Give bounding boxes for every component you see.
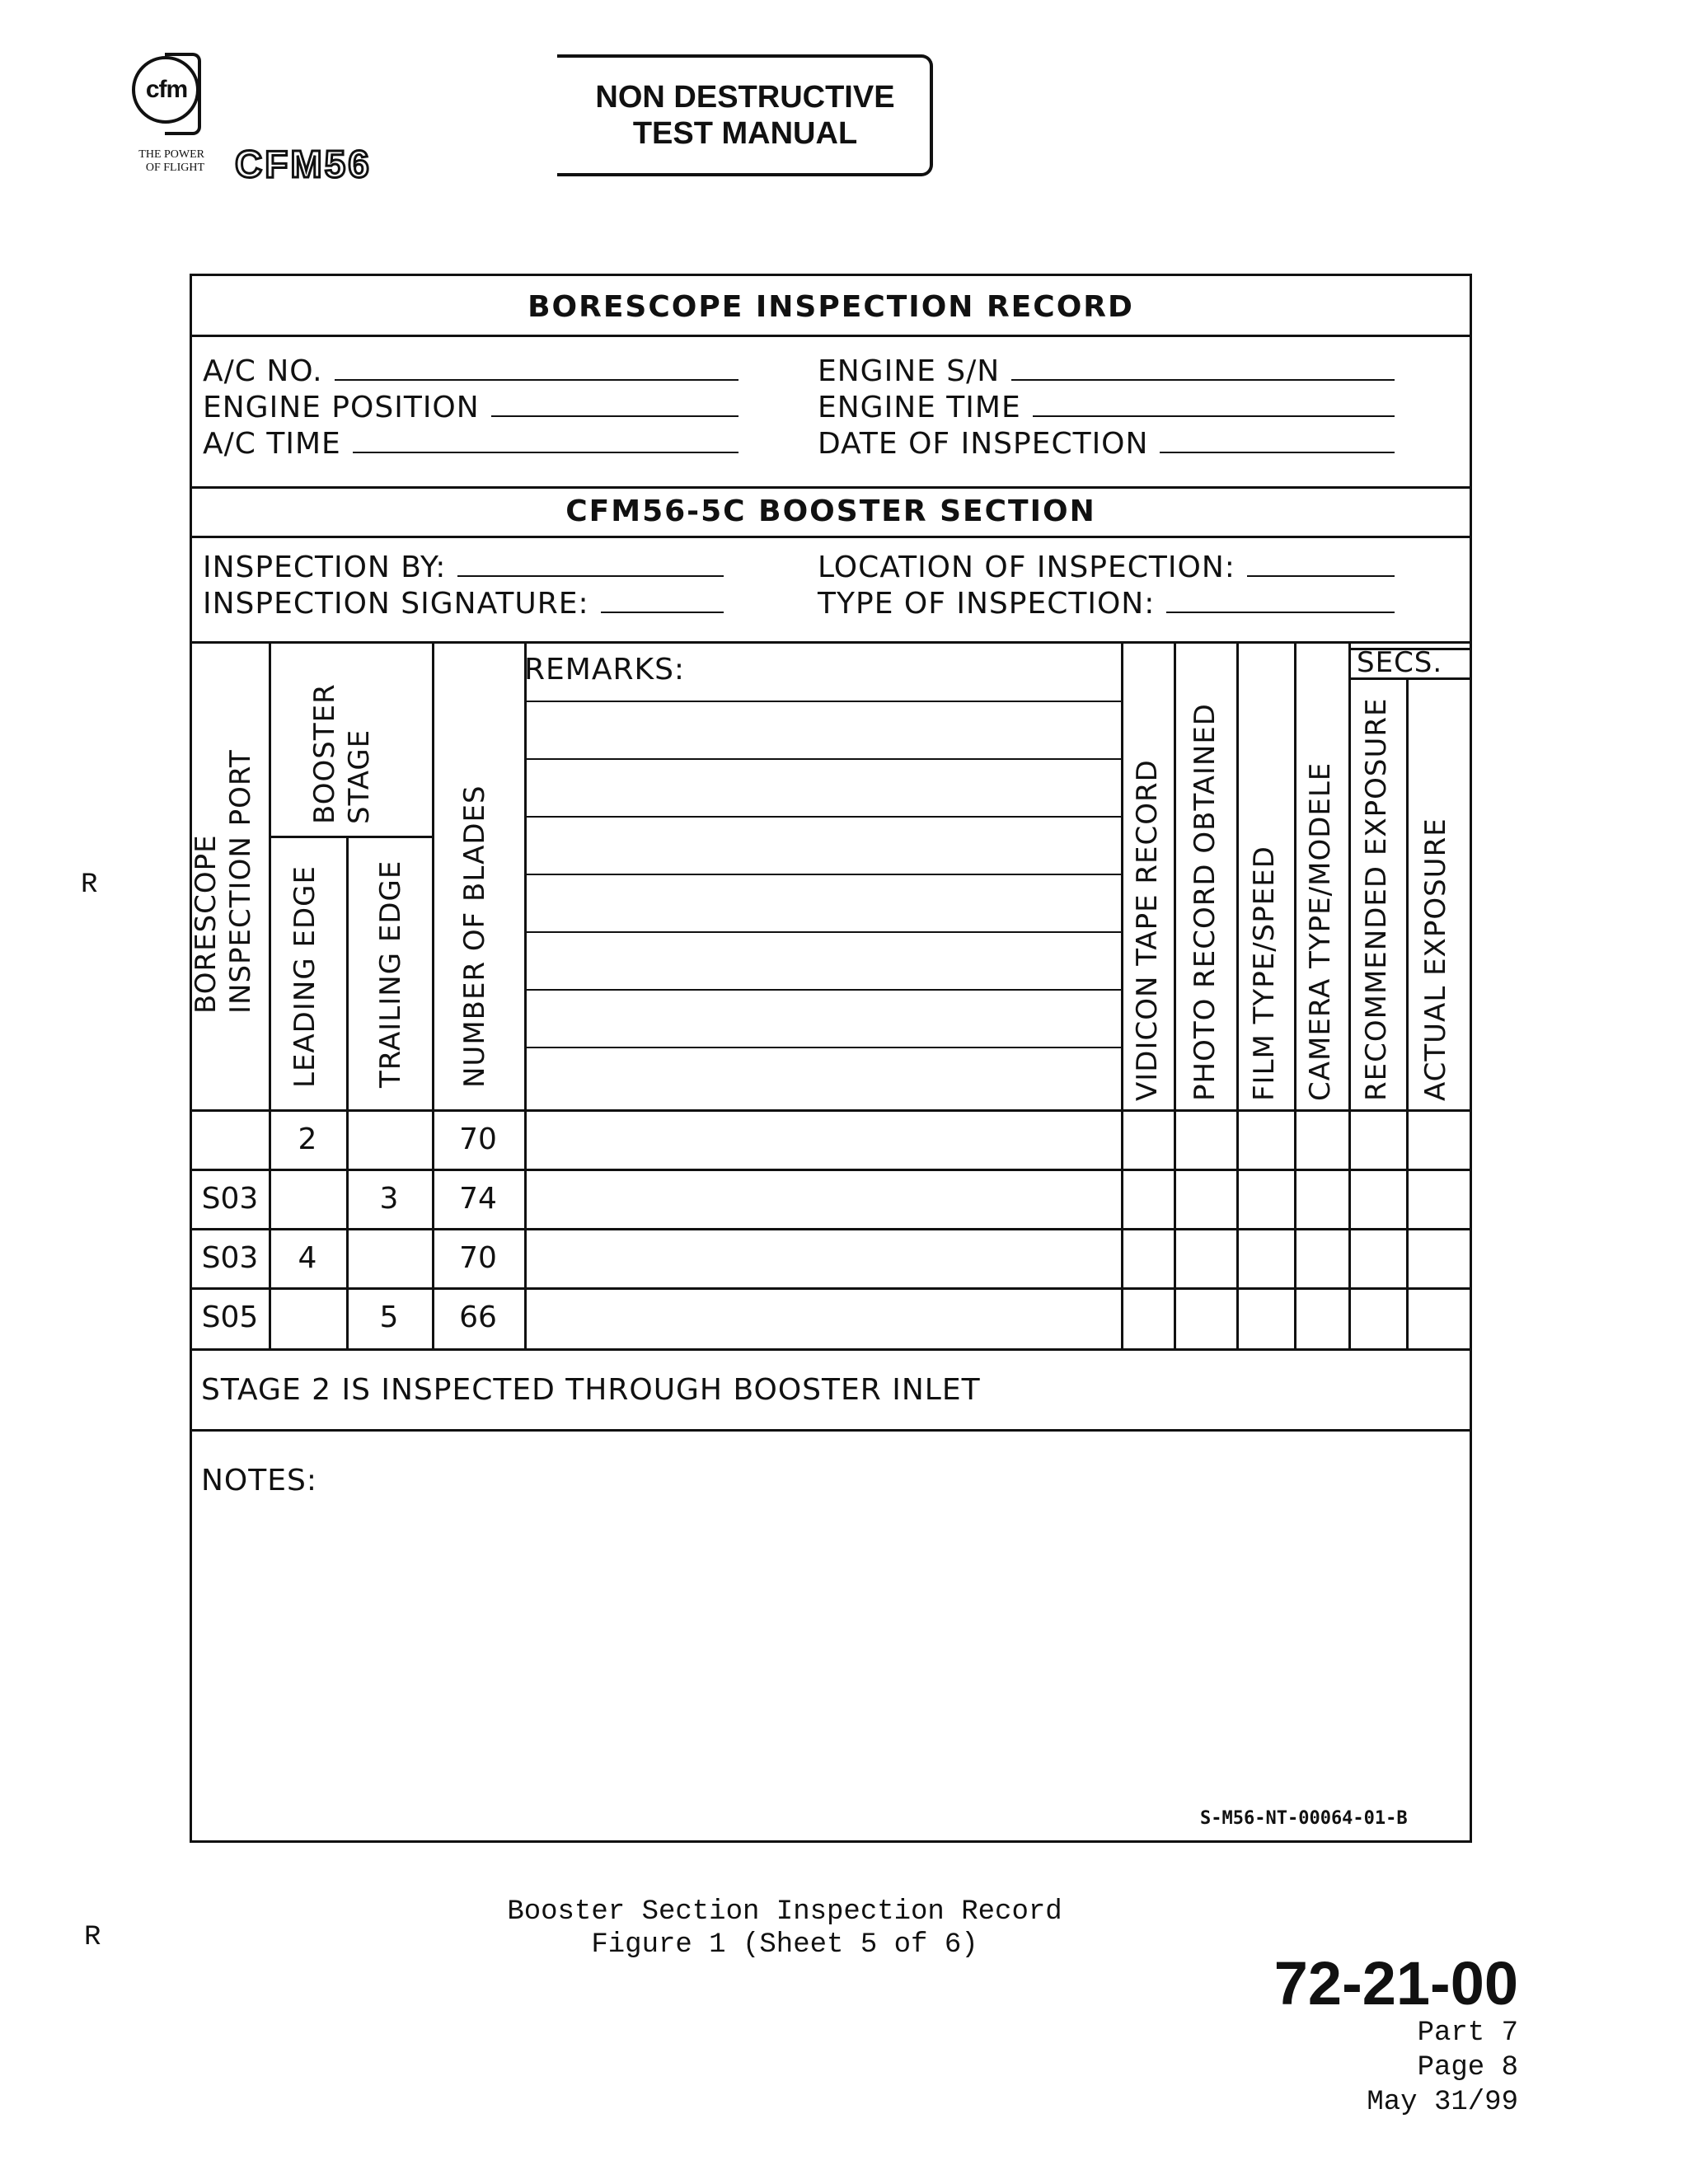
ac-no-entry[interactable] [335, 378, 738, 381]
inspection-by-entry[interactable] [457, 574, 724, 577]
page-info: Part 7 Page 8 May 31/99 [1367, 2018, 1518, 2118]
booster-stage-divider [269, 836, 432, 838]
col-divider [1174, 641, 1176, 1348]
field-type-of-inspection: TYPE OF INSPECTION: [818, 587, 1156, 621]
remarks-line[interactable] [524, 989, 1121, 991]
stage-note: STAGE 2 IS INSPECTED THROUGH BOOSTER INLET [201, 1373, 981, 1407]
col-header-photo: PHOTO RECORD OBTAINED [1189, 703, 1221, 1101]
col-divider [1406, 677, 1409, 1348]
field-date-of-inspection: DATE OF INSPECTION [818, 427, 1149, 461]
general-fields-left [203, 354, 738, 463]
secs-label: SECS. [1357, 646, 1443, 679]
table-bottom [190, 1348, 1472, 1351]
col-header-film: FILM TYPE/SPEED [1248, 846, 1281, 1101]
remarks-line[interactable] [524, 1047, 1121, 1048]
field-ac-no: A/C NO. [203, 354, 323, 388]
col-header-camera: CAMERA TYPE/MODELE [1304, 762, 1337, 1101]
field-location-of-inspection: LOCATION OF INSPECTION: [818, 551, 1236, 584]
type-of-inspection-entry[interactable] [1166, 611, 1395, 613]
manual-title: NON DESTRUCTIVE TEST MANUAL [595, 80, 895, 151]
cell-blades: 70 [459, 1122, 497, 1156]
col-header-port-line2: INSPECTION PORT [224, 749, 257, 1014]
col-divider [1236, 641, 1239, 1348]
general-fields-right [818, 354, 1395, 463]
col-header-booster-line2: STAGE [343, 729, 376, 824]
divider [190, 536, 1472, 538]
cell-port: S03 [201, 1182, 259, 1216]
col-divider [1348, 641, 1351, 1348]
col-header-port-line1: BORESCOPE [190, 834, 223, 1014]
col-header-leading-edge: LEADING EDGE [288, 865, 321, 1088]
ac-time-entry[interactable] [353, 451, 738, 453]
location-of-inspection-entry[interactable] [1247, 574, 1395, 577]
field-engine-position: ENGINE POSITION [203, 391, 480, 424]
col-divider [346, 836, 349, 1348]
col-header-recommended: RECOMMENDED EXPOSURE [1360, 697, 1393, 1101]
notes-label: NOTES: [201, 1464, 317, 1497]
col-header-number-of-blades: NUMBER OF BLADES [458, 785, 491, 1088]
cell-leading: 2 [298, 1122, 317, 1156]
cell-blades: 66 [459, 1301, 497, 1334]
engine-sn-entry[interactable] [1011, 378, 1395, 381]
divider [190, 1429, 1472, 1432]
cell-blades: 70 [459, 1241, 497, 1275]
cfm-logo-tagline: THE POWER OF FLIGHT [138, 148, 204, 174]
remarks-line[interactable] [524, 816, 1121, 818]
figure-caption: Booster Section Inspection Record Figure 1 (Sheet 5 of 6) [507, 1896, 1062, 1961]
field-engine-sn: ENGINE S/N [818, 354, 1001, 388]
form-title: BORESCOPE INSPECTION RECORD [528, 290, 1134, 324]
row-divider [190, 1228, 1472, 1230]
divider [190, 335, 1472, 337]
col-divider [524, 641, 527, 1348]
field-ac-time: A/C TIME [203, 427, 341, 461]
col-header-actual: ACTUAL EXPOSURE [1419, 818, 1452, 1101]
inspection-signature-entry[interactable] [601, 611, 724, 613]
divider [190, 641, 1472, 644]
inspection-fields-right [818, 551, 1395, 623]
col-header-vidicon: VIDICON TAPE RECORD [1131, 759, 1164, 1101]
remarks-label: REMARKS: [524, 653, 686, 687]
cfm-logo-text: cfm [145, 76, 188, 103]
col-divider [1121, 641, 1123, 1348]
inspection-fields-left [203, 551, 724, 623]
col-header-trailing-edge: TRAILING EDGE [374, 860, 407, 1088]
cell-trailing: 5 [379, 1301, 399, 1334]
field-inspection-by: INSPECTION BY: [203, 551, 447, 584]
engine-position-entry[interactable] [491, 415, 738, 417]
field-engine-time: ENGINE TIME [818, 391, 1021, 424]
drawing-id: S-M56-NT-00064-01-B [1200, 1808, 1408, 1829]
remarks-line[interactable] [524, 758, 1121, 760]
cell-trailing: 3 [379, 1182, 399, 1216]
engine-time-entry[interactable] [1033, 415, 1395, 417]
date-of-inspection-entry[interactable] [1160, 451, 1395, 453]
revision-mark: R [81, 869, 98, 901]
cell-port: S03 [201, 1241, 259, 1275]
cell-blades: 74 [459, 1182, 497, 1216]
remarks-line[interactable] [524, 701, 1121, 702]
cell-leading: 4 [298, 1241, 317, 1275]
remarks-line[interactable] [524, 874, 1121, 875]
field-inspection-signature: INSPECTION SIGNATURE: [203, 587, 589, 621]
section-title: CFM56-5C BOOSTER SECTION [565, 494, 1096, 528]
col-header-booster-line1: BOOSTER [308, 683, 341, 824]
divider [190, 486, 1472, 489]
cell-port: S05 [201, 1301, 259, 1334]
cfm56-wordmark: CFM56 [235, 143, 372, 185]
table-header-bottom [190, 1109, 1472, 1112]
revision-mark: R [84, 1922, 101, 1953]
chapter-number: 72-21-00 [1273, 1949, 1518, 2018]
remarks-line[interactable] [524, 931, 1121, 933]
col-divider [1294, 641, 1296, 1348]
